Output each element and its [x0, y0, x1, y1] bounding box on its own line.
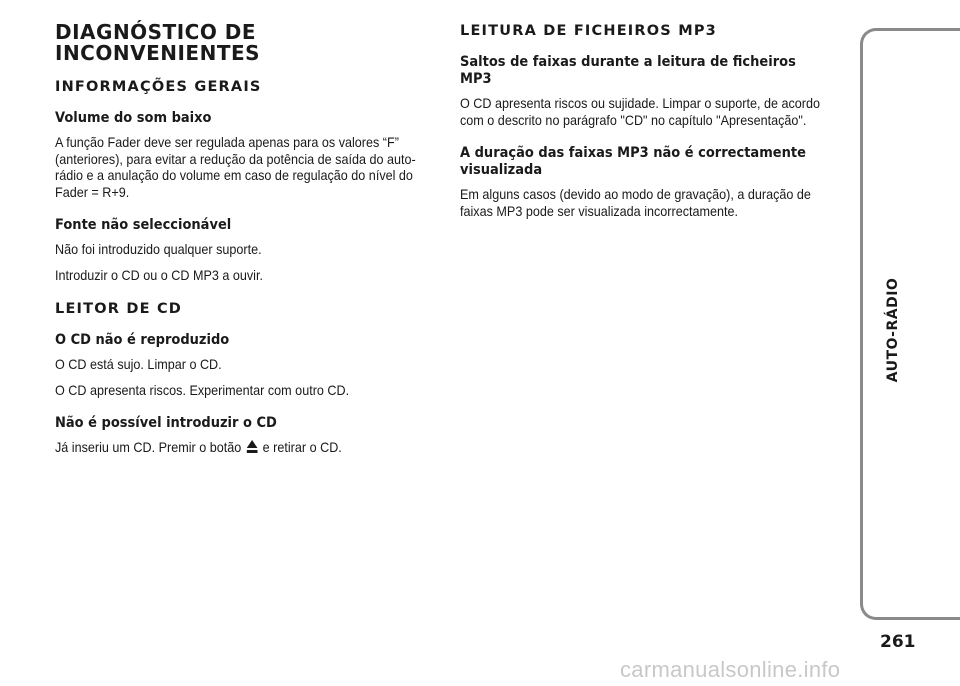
- cd-paragraph-1: O CD está sujo. Limpar o CD.: [55, 356, 222, 372]
- text-line: faixas MP3 pode ser visualizada incorrectamente.: [460, 202, 739, 219]
- section-heading-cd-player: LEITOR DE CD: [55, 301, 183, 317]
- source-heading: Fonte não seleccionável: [55, 217, 232, 233]
- text-after-icon: e retirar o CD.: [262, 439, 342, 455]
- eject-icon: [247, 440, 258, 453]
- section-heading-mp3: LEITURA DE FICHEIROS MP3: [460, 23, 717, 39]
- cd-not-playing-heading: O CD não é reproduzido: [55, 332, 230, 348]
- watermark: carmanualsonline.info: [620, 657, 841, 682]
- source-paragraph-2: Introduzir o CD ou o CD MP3 a ouvir.: [55, 266, 263, 283]
- left-column: [55, 22, 440, 465]
- heading-line: A duração das faixas MP3 não é correctamente: [460, 145, 806, 161]
- heading-line: visualizada: [460, 162, 543, 178]
- source-paragraph-1: Não foi introduzido qualquer suporte.: [55, 241, 262, 257]
- text-line: (anteriores), para evitar a redução da potência de saída do auto-: [55, 150, 416, 167]
- cd-insert-heading: Não é possível introduzir o CD: [55, 415, 277, 431]
- text-line: com o descrito no parágrafo "CD" no capítulo "Apresentação".: [460, 111, 807, 128]
- skip-heading: Saltos de faixas durante a leitura de ficheiros MP3: [460, 54, 796, 87]
- volume-heading: Volume do som baixo: [55, 110, 212, 126]
- text-line: Fader = R+9.: [55, 183, 130, 200]
- text-line: rádio e a anulação do volume em caso de regulação do nível do: [55, 167, 413, 183]
- duration-heading: [460, 145, 818, 179]
- text-line: A função Fader deve ser regulada apenas para os valores “F”: [55, 134, 399, 150]
- text-before-icon: Já inseriu um CD. Premir o botão: [55, 439, 242, 455]
- cd-insert-paragraph: [55, 439, 440, 456]
- page-number: 261: [880, 632, 916, 652]
- section-heading-general: INFORMAÇÕES GERAIS: [55, 79, 262, 95]
- side-tab: [860, 28, 960, 620]
- side-tab-text: AUTO-RÁDIO: [885, 277, 901, 383]
- page-title-line: INCONVENIENTES: [55, 41, 261, 65]
- text-line: Em alguns casos (devido ao modo de gravação), a duração de: [460, 186, 811, 202]
- cd-paragraph-2: O CD apresenta riscos. Experimentar com outro CD.: [55, 381, 350, 398]
- text-line: O CD apresenta riscos ou sujidade. Limpar o suporte, de acordo: [460, 95, 820, 111]
- duration-paragraph: [460, 186, 845, 219]
- volume-paragraph: [55, 134, 440, 200]
- skip-paragraph: [460, 95, 845, 128]
- page-title: [55, 22, 440, 64]
- page-title-line: DIAGNÓSTICO DE: [55, 20, 257, 44]
- right-column: [460, 22, 845, 228]
